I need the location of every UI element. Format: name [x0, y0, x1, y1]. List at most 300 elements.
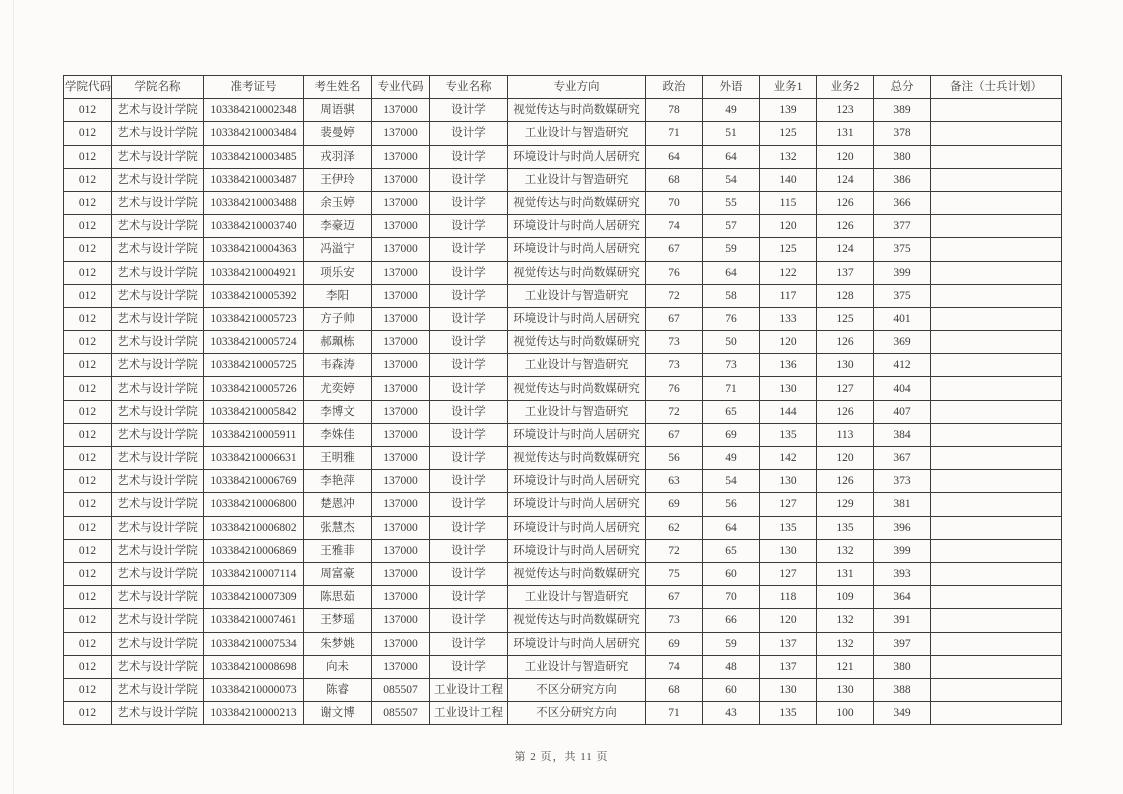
table-cell: 364: [874, 586, 931, 609]
table-cell: 环境设计与时尚人居研究: [508, 516, 646, 539]
table-cell: 139: [760, 99, 817, 122]
table-cell: 103384210003740: [204, 215, 304, 238]
table-row: [64, 238, 1062, 261]
table-cell: 艺术与设计学院: [112, 586, 204, 609]
table-cell: 艺术与设计学院: [112, 261, 204, 284]
table-cell: 艺术与设计学院: [112, 447, 204, 470]
table-cell: 设计学: [430, 284, 508, 307]
table-cell: 68: [646, 678, 703, 701]
table-cell: 72: [646, 539, 703, 562]
table-cell: 386: [874, 168, 931, 191]
table-cell: 103384210000073: [204, 678, 304, 701]
column-header: 备注（士兵计划）: [931, 76, 1062, 99]
table-cell: [931, 307, 1062, 330]
table-row: [64, 145, 1062, 168]
table-cell: 012: [64, 539, 112, 562]
table-cell: 103384210002348: [204, 99, 304, 122]
table-cell: 工业设计与智造研究: [508, 122, 646, 145]
table-cell: 137000: [372, 307, 430, 330]
table-cell: 设计学: [430, 400, 508, 423]
table-cell: 设计学: [430, 539, 508, 562]
table-cell: 012: [64, 423, 112, 446]
table-cell: 李阳: [304, 284, 372, 307]
table-cell: 73: [703, 354, 760, 377]
table-cell: 76: [646, 377, 703, 400]
table-cell: 367: [874, 447, 931, 470]
table-cell: 126: [817, 331, 874, 354]
table-cell: 76: [703, 307, 760, 330]
table-cell: [931, 632, 1062, 655]
table-cell: 环境设计与时尚人居研究: [508, 145, 646, 168]
table-cell: 艺术与设计学院: [112, 632, 204, 655]
table-cell: 环境设计与时尚人居研究: [508, 238, 646, 261]
table-cell: [931, 354, 1062, 377]
table-cell: 艺术与设计学院: [112, 702, 204, 725]
table-row: [64, 470, 1062, 493]
table-cell: 120: [817, 447, 874, 470]
table-cell: 012: [64, 354, 112, 377]
table-cell: 012: [64, 447, 112, 470]
column-header: 准考证号: [204, 76, 304, 99]
header-row: [64, 76, 1062, 99]
table-row: [64, 516, 1062, 539]
table-cell: 设计学: [430, 562, 508, 585]
table-cell: 130: [817, 678, 874, 701]
scan-edge-artifact: [13, 0, 14, 794]
table-cell: 76: [646, 261, 703, 284]
table-cell: 012: [64, 678, 112, 701]
table-cell: 137000: [372, 99, 430, 122]
table-row: [64, 702, 1062, 725]
table-cell: 127: [760, 493, 817, 516]
table-cell: 130: [760, 470, 817, 493]
table-cell: [931, 238, 1062, 261]
table-cell: 401: [874, 307, 931, 330]
table-cell: 103384210007534: [204, 632, 304, 655]
table-cell: 王明雅: [304, 447, 372, 470]
table-row: [64, 377, 1062, 400]
table-cell: 59: [703, 632, 760, 655]
table-cell: 132: [760, 145, 817, 168]
table-cell: 工业设计与智造研究: [508, 400, 646, 423]
table-cell: 120: [760, 609, 817, 632]
table-cell: 64: [703, 516, 760, 539]
table-cell: 艺术与设计学院: [112, 423, 204, 446]
table-cell: 视觉传达与时尚数媒研究: [508, 261, 646, 284]
table-cell: 136: [760, 354, 817, 377]
table-cell: 393: [874, 562, 931, 585]
table-cell: 楚恩冲: [304, 493, 372, 516]
table-cell: 012: [64, 122, 112, 145]
table-cell: 388: [874, 678, 931, 701]
table-cell: 137: [760, 655, 817, 678]
table-cell: 余玉婷: [304, 191, 372, 214]
table-cell: 137000: [372, 609, 430, 632]
table-cell: 100: [817, 702, 874, 725]
table-cell: 70: [703, 586, 760, 609]
table-cell: 71: [646, 702, 703, 725]
table-cell: 375: [874, 238, 931, 261]
table-cell: 113: [817, 423, 874, 446]
table-cell: 012: [64, 99, 112, 122]
table-cell: 103384210005726: [204, 377, 304, 400]
table-row: [64, 632, 1062, 655]
table-cell: 137000: [372, 539, 430, 562]
table-cell: 366: [874, 191, 931, 214]
column-header: 业务1: [760, 76, 817, 99]
table-cell: 137000: [372, 447, 430, 470]
column-header: 总分: [874, 76, 931, 99]
table-cell: 艺术与设计学院: [112, 539, 204, 562]
table-row: [64, 539, 1062, 562]
table-cell: [931, 655, 1062, 678]
table-cell: [931, 586, 1062, 609]
table-row: [64, 99, 1062, 122]
table-cell: 李艳萍: [304, 470, 372, 493]
table-cell: 陈睿: [304, 678, 372, 701]
table-cell: 122: [760, 261, 817, 284]
table-cell: 艺术与设计学院: [112, 238, 204, 261]
table-cell: 62: [646, 516, 703, 539]
table-cell: 126: [817, 215, 874, 238]
table-cell: 127: [760, 562, 817, 585]
table-cell: 51: [703, 122, 760, 145]
table-cell: 012: [64, 493, 112, 516]
table-cell: 137000: [372, 354, 430, 377]
table-cell: 115: [760, 191, 817, 214]
table-cell: 环境设计与时尚人居研究: [508, 215, 646, 238]
table-cell: 137000: [372, 191, 430, 214]
table-cell: [931, 470, 1062, 493]
table-cell: [931, 702, 1062, 725]
table-cell: 103384210006769: [204, 470, 304, 493]
table-cell: 不区分研究方向: [508, 702, 646, 725]
table-cell: 78: [646, 99, 703, 122]
table-cell: [931, 423, 1062, 446]
table-cell: [931, 215, 1062, 238]
table-cell: 艺术与设计学院: [112, 678, 204, 701]
table-cell: 设计学: [430, 516, 508, 539]
table-cell: 视觉传达与时尚数媒研究: [508, 377, 646, 400]
table-cell: 郝珮栋: [304, 331, 372, 354]
table-cell: 137000: [372, 377, 430, 400]
table-row: [64, 586, 1062, 609]
table-row: [64, 423, 1062, 446]
table-cell: 艺术与设计学院: [112, 400, 204, 423]
table-cell: 130: [760, 678, 817, 701]
table-cell: 137000: [372, 284, 430, 307]
table-cell: 137000: [372, 145, 430, 168]
table-cell: 张慧杰: [304, 516, 372, 539]
table-cell: 63: [646, 470, 703, 493]
table-cell: 设计学: [430, 191, 508, 214]
table-cell: 125: [760, 238, 817, 261]
table-row: [64, 678, 1062, 701]
table-cell: 冯溢宁: [304, 238, 372, 261]
table-cell: 环境设计与时尚人居研究: [508, 423, 646, 446]
table-cell: 103384210006869: [204, 539, 304, 562]
table-cell: 43: [703, 702, 760, 725]
table-cell: 49: [703, 99, 760, 122]
table-cell: 131: [817, 122, 874, 145]
table-cell: 60: [703, 678, 760, 701]
table-cell: 69: [703, 423, 760, 446]
column-header: 外语: [703, 76, 760, 99]
table-cell: 73: [646, 354, 703, 377]
table-cell: 012: [64, 284, 112, 307]
score-table: [63, 75, 1062, 725]
table-cell: 视觉传达与时尚数媒研究: [508, 562, 646, 585]
table-cell: 设计学: [430, 331, 508, 354]
column-header: 考生姓名: [304, 76, 372, 99]
table-cell: 工业设计与智造研究: [508, 168, 646, 191]
table-cell: 137000: [372, 655, 430, 678]
table-row: [64, 331, 1062, 354]
table-cell: 137000: [372, 516, 430, 539]
table-cell: 戎羽泽: [304, 145, 372, 168]
table-cell: 50: [703, 331, 760, 354]
table-cell: 117: [760, 284, 817, 307]
table-cell: 103384210000213: [204, 702, 304, 725]
table-cell: 李姝佳: [304, 423, 372, 446]
table-cell: 王雅菲: [304, 539, 372, 562]
table-cell: 137000: [372, 632, 430, 655]
table-cell: 130: [760, 539, 817, 562]
table-cell: 012: [64, 586, 112, 609]
table-row: [64, 354, 1062, 377]
table-cell: 67: [646, 307, 703, 330]
table-cell: 103384210006802: [204, 516, 304, 539]
table-cell: 140: [760, 168, 817, 191]
table-cell: 137000: [372, 562, 430, 585]
table-cell: 132: [817, 609, 874, 632]
table-cell: 59: [703, 238, 760, 261]
table-cell: 李博文: [304, 400, 372, 423]
table-cell: 视觉传达与时尚数媒研究: [508, 447, 646, 470]
column-header: 政治: [646, 76, 703, 99]
table-cell: 设计学: [430, 632, 508, 655]
table-cell: 环境设计与时尚人居研究: [508, 470, 646, 493]
table-cell: [931, 562, 1062, 585]
table-cell: 设计学: [430, 493, 508, 516]
table-cell: 58: [703, 284, 760, 307]
table-cell: 412: [874, 354, 931, 377]
table-cell: 王梦瑶: [304, 609, 372, 632]
table-cell: 130: [817, 354, 874, 377]
table-cell: 视觉传达与时尚数媒研究: [508, 99, 646, 122]
column-header: 专业方向: [508, 76, 646, 99]
table-cell: 工业设计工程: [430, 702, 508, 725]
table-cell: 103384210003485: [204, 145, 304, 168]
table-cell: 艺术与设计学院: [112, 493, 204, 516]
table-cell: 103384210005911: [204, 423, 304, 446]
table-cell: 艺术与设计学院: [112, 145, 204, 168]
table-cell: 103384210003484: [204, 122, 304, 145]
table-cell: [931, 168, 1062, 191]
table-cell: 朱梦姚: [304, 632, 372, 655]
table-cell: 085507: [372, 678, 430, 701]
table-cell: 设计学: [430, 238, 508, 261]
table-cell: 103384210003488: [204, 191, 304, 214]
table-cell: 399: [874, 539, 931, 562]
column-header: 业务2: [817, 76, 874, 99]
table-cell: 012: [64, 470, 112, 493]
table-cell: 裴曼婷: [304, 122, 372, 145]
table-cell: 74: [646, 655, 703, 678]
table-cell: 137000: [372, 586, 430, 609]
table-cell: 69: [646, 493, 703, 516]
table-body: [64, 99, 1062, 725]
table-cell: 381: [874, 493, 931, 516]
table-cell: 66: [703, 609, 760, 632]
table-cell: 118: [760, 586, 817, 609]
table-cell: 方子帅: [304, 307, 372, 330]
table-cell: 72: [646, 284, 703, 307]
table-cell: 71: [646, 122, 703, 145]
table-cell: 74: [646, 215, 703, 238]
table-cell: 103384210005724: [204, 331, 304, 354]
table-cell: 艺术与设计学院: [112, 354, 204, 377]
table-row: [64, 655, 1062, 678]
table-cell: 012: [64, 261, 112, 284]
table-cell: 085507: [372, 702, 430, 725]
table-cell: 012: [64, 307, 112, 330]
table-cell: 103384210005842: [204, 400, 304, 423]
table-cell: 设计学: [430, 145, 508, 168]
table-row: [64, 609, 1062, 632]
table-cell: 144: [760, 400, 817, 423]
table-cell: 谢文博: [304, 702, 372, 725]
table-cell: 135: [817, 516, 874, 539]
table-cell: 56: [646, 447, 703, 470]
table-cell: 艺术与设计学院: [112, 516, 204, 539]
table-cell: 369: [874, 331, 931, 354]
table-cell: 设计学: [430, 447, 508, 470]
table-cell: 404: [874, 377, 931, 400]
table-cell: 012: [64, 562, 112, 585]
table-cell: 135: [760, 702, 817, 725]
table-cell: 012: [64, 609, 112, 632]
table-cell: 艺术与设计学院: [112, 99, 204, 122]
table-cell: 137000: [372, 168, 430, 191]
table-cell: 120: [760, 215, 817, 238]
column-header: 学院代码: [64, 76, 112, 99]
table-row: [64, 307, 1062, 330]
table-cell: 389: [874, 99, 931, 122]
table-cell: 012: [64, 377, 112, 400]
table-cell: 周富豪: [304, 562, 372, 585]
table-cell: 377: [874, 215, 931, 238]
table-cell: 103384210003487: [204, 168, 304, 191]
table-cell: 71: [703, 377, 760, 400]
table-row: [64, 493, 1062, 516]
table-cell: 艺术与设计学院: [112, 307, 204, 330]
table-cell: 艺术与设计学院: [112, 562, 204, 585]
table-cell: 121: [817, 655, 874, 678]
table-cell: 75: [646, 562, 703, 585]
table-row: [64, 191, 1062, 214]
table-cell: 设计学: [430, 470, 508, 493]
table-cell: [931, 516, 1062, 539]
table-cell: 艺术与设计学院: [112, 215, 204, 238]
table-cell: 103384210006631: [204, 447, 304, 470]
table-cell: [931, 377, 1062, 400]
table-cell: 工业设计与智造研究: [508, 284, 646, 307]
table-cell: 向未: [304, 655, 372, 678]
table-cell: 工业设计工程: [430, 678, 508, 701]
table-cell: 环境设计与时尚人居研究: [508, 539, 646, 562]
table-row: [64, 284, 1062, 307]
table-cell: 137000: [372, 470, 430, 493]
table-cell: 设计学: [430, 122, 508, 145]
table-cell: 378: [874, 122, 931, 145]
table-cell: 129: [817, 493, 874, 516]
table-cell: 391: [874, 609, 931, 632]
table-cell: [931, 678, 1062, 701]
table-cell: 视觉传达与时尚数媒研究: [508, 191, 646, 214]
table-cell: 艺术与设计学院: [112, 609, 204, 632]
column-header: 学院名称: [112, 76, 204, 99]
table-cell: 103384210008698: [204, 655, 304, 678]
table-cell: 126: [817, 191, 874, 214]
column-header: 专业名称: [430, 76, 508, 99]
table-cell: 103384210005392: [204, 284, 304, 307]
table-cell: 132: [817, 632, 874, 655]
table-cell: 艺术与设计学院: [112, 168, 204, 191]
column-header: 专业代码: [372, 76, 430, 99]
table-cell: 55: [703, 191, 760, 214]
table-cell: 设计学: [430, 307, 508, 330]
table-cell: 137000: [372, 400, 430, 423]
table-cell: 设计学: [430, 99, 508, 122]
table-cell: 103384210007309: [204, 586, 304, 609]
table-cell: 65: [703, 400, 760, 423]
table-cell: 397: [874, 632, 931, 655]
table-cell: 设计学: [430, 377, 508, 400]
table-cell: 项乐安: [304, 261, 372, 284]
table-cell: 127: [817, 377, 874, 400]
table-cell: 环境设计与时尚人居研究: [508, 632, 646, 655]
table-cell: 137000: [372, 331, 430, 354]
table-cell: [931, 191, 1062, 214]
table-cell: 137000: [372, 215, 430, 238]
table-cell: 012: [64, 331, 112, 354]
table-cell: 工业设计与智造研究: [508, 655, 646, 678]
table-cell: 349: [874, 702, 931, 725]
table-cell: 环境设计与时尚人居研究: [508, 493, 646, 516]
table-cell: 54: [703, 470, 760, 493]
table-cell: 64: [703, 145, 760, 168]
table-cell: 103384210007461: [204, 609, 304, 632]
table-cell: 137: [760, 632, 817, 655]
table-cell: 396: [874, 516, 931, 539]
table-cell: 109: [817, 586, 874, 609]
table-row: [64, 168, 1062, 191]
table-cell: 137000: [372, 238, 430, 261]
table-cell: 工业设计与智造研究: [508, 586, 646, 609]
table-header: [64, 76, 1062, 99]
table-cell: 65: [703, 539, 760, 562]
table-cell: 103384210004921: [204, 261, 304, 284]
table-cell: 韦森涛: [304, 354, 372, 377]
table-cell: 012: [64, 145, 112, 168]
table-cell: 131: [817, 562, 874, 585]
table-cell: 64: [703, 261, 760, 284]
table-cell: 72: [646, 400, 703, 423]
table-cell: 133: [760, 307, 817, 330]
table-cell: 尤奕婷: [304, 377, 372, 400]
table-cell: 设计学: [430, 354, 508, 377]
